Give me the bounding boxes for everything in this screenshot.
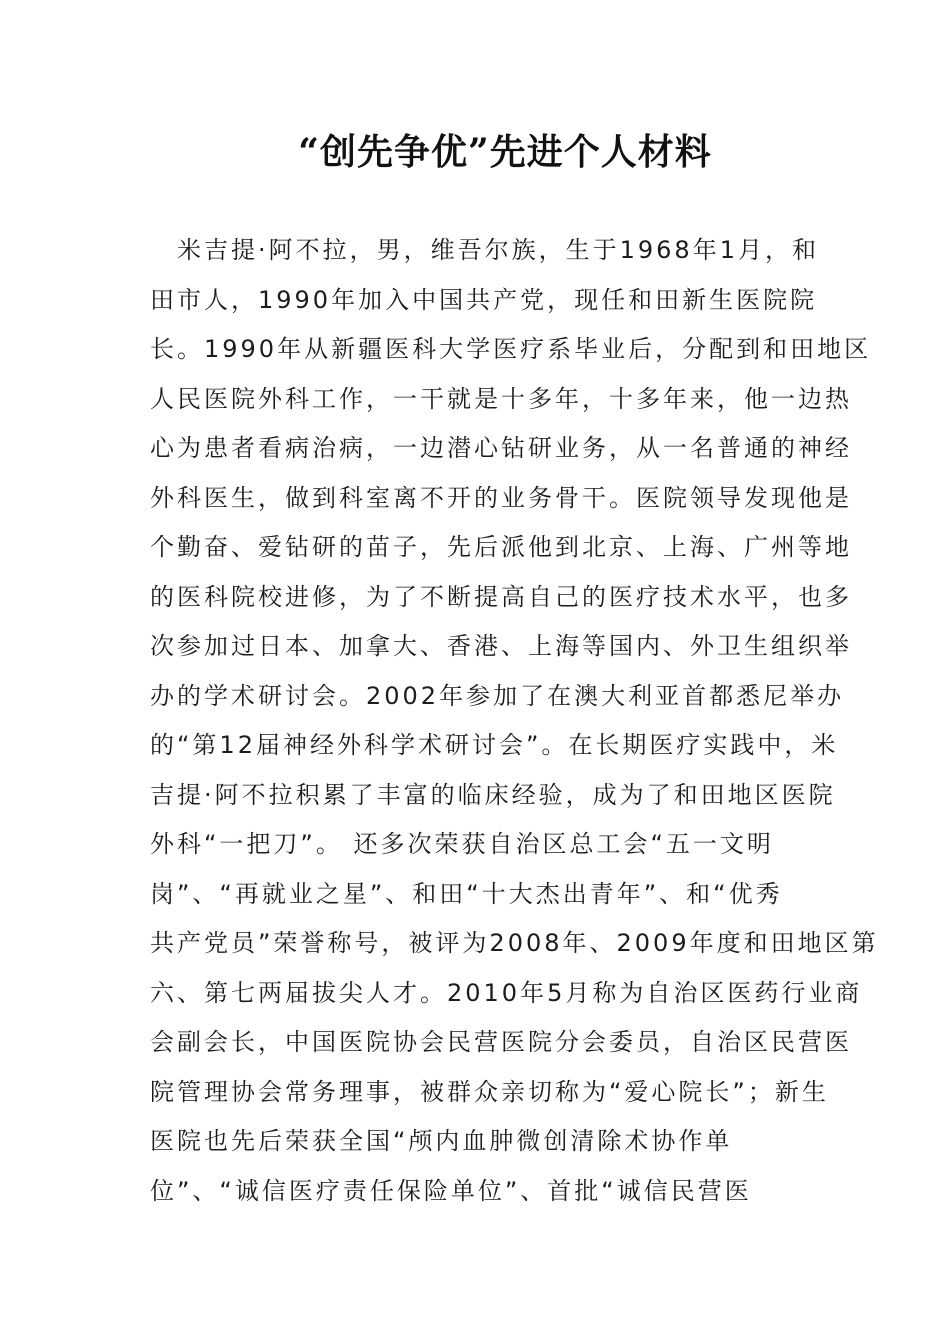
body-line: 院管理协会常务理事，被群众亲切称为“爱心院长”；新生 xyxy=(150,1077,829,1106)
body-line: 位”、“诚信医疗责任保险单位”、首批“诚信民营医 xyxy=(150,1176,752,1205)
body-line: 的医科院校进修，为了不断提高自己的医疗技术水平，也多 xyxy=(150,582,852,611)
body-line: 的“第12届神经外科学术研讨会”。在长期医疗实践中，米 xyxy=(150,731,839,759)
body-line: 共产党员”荣誉称号，被评为2008年、2009年度和田地区第 xyxy=(150,929,879,957)
body-line: 个勤奋、爱钻研的苗子，先后派他到北京、上海、广州等地 xyxy=(150,533,852,561)
document-title: “创先争优”先进个人材料 xyxy=(298,131,712,173)
body-line: 岗”、“再就业之星”、和田“十大杰出青年”、和“优秀 xyxy=(150,879,783,908)
body-line: 田市人，1990年加入中国共产党，现任和田新生医院院 xyxy=(150,285,818,314)
body-line: 六、第七两届拔尖人才。2010年5月称为自治区医药行业商 xyxy=(150,978,863,1007)
body-line: 心为患者看病治病，一边潜心钻研业务，从一名普通的神经 xyxy=(150,434,852,462)
body-line: 长。1990年从新疆医科大学医疗系毕业后，分配到和田地区 xyxy=(150,335,872,363)
body-line: 办的学术研讨会。2002年参加了在澳大利亚首都悉尼举办 xyxy=(150,681,845,710)
body-line: 外科“一把刀”。 还多次荣获自治区总工会“五一文明 xyxy=(150,830,774,858)
body-line: 米吉提·阿不拉，男，维吾尔族，生于1968年1月，和 xyxy=(150,236,819,264)
body-line: 外科医生，做到科室离不开的业务骨干。医院领导发现他是 xyxy=(150,483,852,512)
body-line: 人民医院外科工作，一干就是十多年，十多年来，他一边热 xyxy=(150,384,852,413)
body-line: 次参加过日本、加拿大、香港、上海等国内、外卫生组织举 xyxy=(150,632,852,660)
document-body xyxy=(150,226,879,1216)
body-line: 医院也先后荣获全国“颅内血肿微创清除术协作单 xyxy=(150,1127,733,1155)
body-line: 会副会长，中国医院协会民营医院分会委员，自治区民营医 xyxy=(150,1028,852,1056)
body-line: 吉提·阿不拉积累了丰富的临床经验，成为了和田地区医院 xyxy=(150,780,836,809)
